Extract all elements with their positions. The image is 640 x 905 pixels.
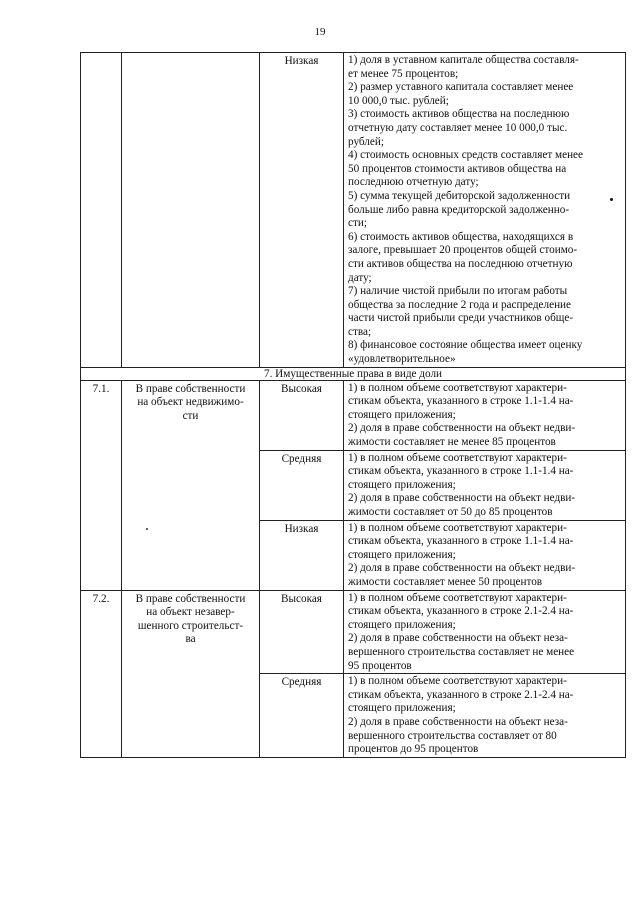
criteria-line: рублей; — [348, 135, 384, 148]
criteria-line: 10 000,0 тыс. рублей; — [348, 94, 449, 107]
criteria-cell — [344, 380, 626, 450]
page-number: 19 — [314, 26, 326, 38]
criteria-line: 2) размер уставного капитала составляет менее — [348, 81, 574, 94]
object-line: ва — [185, 633, 196, 646]
criteria-line: стоящего приложения; — [348, 618, 456, 631]
criteria-line: 2) доля в праве собственности на объект недви- — [348, 492, 576, 505]
criteria-line: залоге, превышает 20 процентов общей стоимо- — [348, 244, 578, 257]
table-row — [81, 590, 626, 674]
section-title: 7. Имущественные права в виде доли — [81, 367, 626, 380]
criteria-line: жимости составляет не менее 85 процентов — [348, 436, 556, 449]
criteria-line: 8) финансовое состояние общества имеет оценку — [348, 339, 583, 352]
criteria-line: 95 процентов — [348, 659, 412, 672]
criteria-line: стикам объекта, указанного в строке 1.1-1.4 на- — [348, 395, 574, 408]
criteria-line: ства; — [348, 325, 372, 338]
level-cell: Низкая — [260, 520, 344, 590]
criteria-line: стоящего приложения; — [348, 702, 456, 715]
criteria-line: 1) доля в уставном капитале общества составля- — [348, 54, 579, 66]
row-number-cell: 7.2. — [81, 590, 122, 757]
criteria-cell — [344, 450, 626, 520]
criteria-line: 5) сумма текущей дебиторской задолженности — [348, 189, 571, 202]
level-cell: Высокая — [260, 590, 344, 674]
criteria-line: 1) в полном объеме соответствуют характери- — [348, 381, 567, 394]
object-line: шенного строительст- — [137, 619, 244, 632]
criteria-line: последнюю отчетную дату; — [348, 176, 479, 189]
criteria-cell — [344, 53, 626, 368]
criteria-line: вершенного строительства составляет не менее — [348, 645, 575, 658]
criteria-line: «удовлетворительное» — [348, 353, 456, 366]
criteria-line: 2) доля в праве собственности на объект недви- — [348, 422, 576, 435]
level-cell: Высокая — [260, 380, 344, 450]
object-line: на объект недвижимо- — [137, 396, 244, 409]
row-number-cell — [81, 53, 122, 368]
criteria-line: 2) доля в праве собственности на объект неза- — [348, 715, 568, 728]
criteria-line: стоящего приложения; — [348, 548, 456, 561]
criteria-line: стикам объекта, указанного в строке 2.1-2.4 на- — [348, 688, 574, 701]
level-cell: Низкая — [260, 53, 344, 368]
object-cell — [122, 380, 260, 590]
criteria-line: сти активов общества на последнюю отчетную — [348, 257, 573, 270]
level-cell: Средняя — [260, 674, 344, 758]
scan-speck — [146, 528, 148, 530]
level-cell: Средняя — [260, 450, 344, 520]
object-line: В праве собственности — [135, 592, 246, 605]
criteria-line: стоящего приложения; — [348, 478, 456, 491]
criteria-line: 3) стоимость активов общества на последнюю — [348, 108, 570, 121]
criteria-table — [80, 52, 626, 758]
criteria-line: 1) в полном объеме соответствуют характери- — [348, 675, 567, 688]
criteria-line: части чистой прибыли среди участников обще- — [348, 312, 574, 325]
object-cell — [122, 590, 260, 757]
row-number-cell: 7.1. — [81, 380, 122, 590]
object-cell — [122, 53, 260, 368]
criteria-line: 7) наличие чистой прибыли по итогам работы — [348, 285, 568, 298]
criteria-line: 6) стоимость активов общества, находящихся в — [348, 230, 574, 243]
criteria-line: стикам объекта, указанного в строке 2.1-2.4 на- — [348, 605, 574, 618]
object-line: В праве собственности — [135, 382, 246, 395]
criteria-cell — [344, 674, 626, 758]
criteria-line: 50 процентов стоимости активов общества на — [348, 162, 567, 175]
criteria-line: дату; — [348, 271, 372, 284]
criteria-line: сти; — [348, 217, 367, 230]
criteria-line: 1) в полном объеме соответствуют характери- — [348, 521, 567, 534]
object-line: сти — [182, 409, 199, 422]
criteria-line: отчетную дату составляет менее 10 000,0 тыс. — [348, 121, 568, 134]
criteria-line: 1) в полном объеме соответствуют характери- — [348, 451, 567, 464]
criteria-line: стикам объекта, указанного в строке 1.1-1.4 на- — [348, 465, 574, 478]
criteria-line: жимости составляет менее 50 процентов — [348, 575, 543, 588]
section-row — [81, 367, 626, 380]
object-line: на объект незавер- — [146, 606, 235, 619]
criteria-line: 2) доля в праве собственности на объект неза- — [348, 632, 568, 645]
criteria-line: общества за последние 2 года и распределение — [348, 298, 572, 311]
table-row — [81, 53, 626, 368]
criteria-cell — [344, 590, 626, 674]
criteria-line: стоящего приложения; — [348, 408, 456, 421]
scan-speck — [610, 198, 613, 201]
criteria-line: больше либо равна кредиторской задолженно- — [348, 203, 570, 216]
criteria-line: 4) стоимость основных средств составляет менее — [348, 149, 583, 162]
table-row — [81, 380, 626, 450]
criteria-line: 1) в полном объеме соответствуют характери- — [348, 591, 567, 604]
criteria-line: процентов до 95 процентов — [348, 743, 479, 756]
criteria-cell — [344, 520, 626, 590]
criteria-line: ет менее 75 процентов; — [348, 67, 459, 80]
criteria-line: 2) доля в праве собственности на объект недви- — [348, 562, 576, 575]
criteria-line: стикам объекта, указанного в строке 1.1-1.4 на- — [348, 535, 574, 548]
criteria-line: вершенного строительства составляет от 80 — [348, 729, 557, 742]
criteria-line: жимости составляет от 50 до 85 процентов — [348, 506, 553, 518]
